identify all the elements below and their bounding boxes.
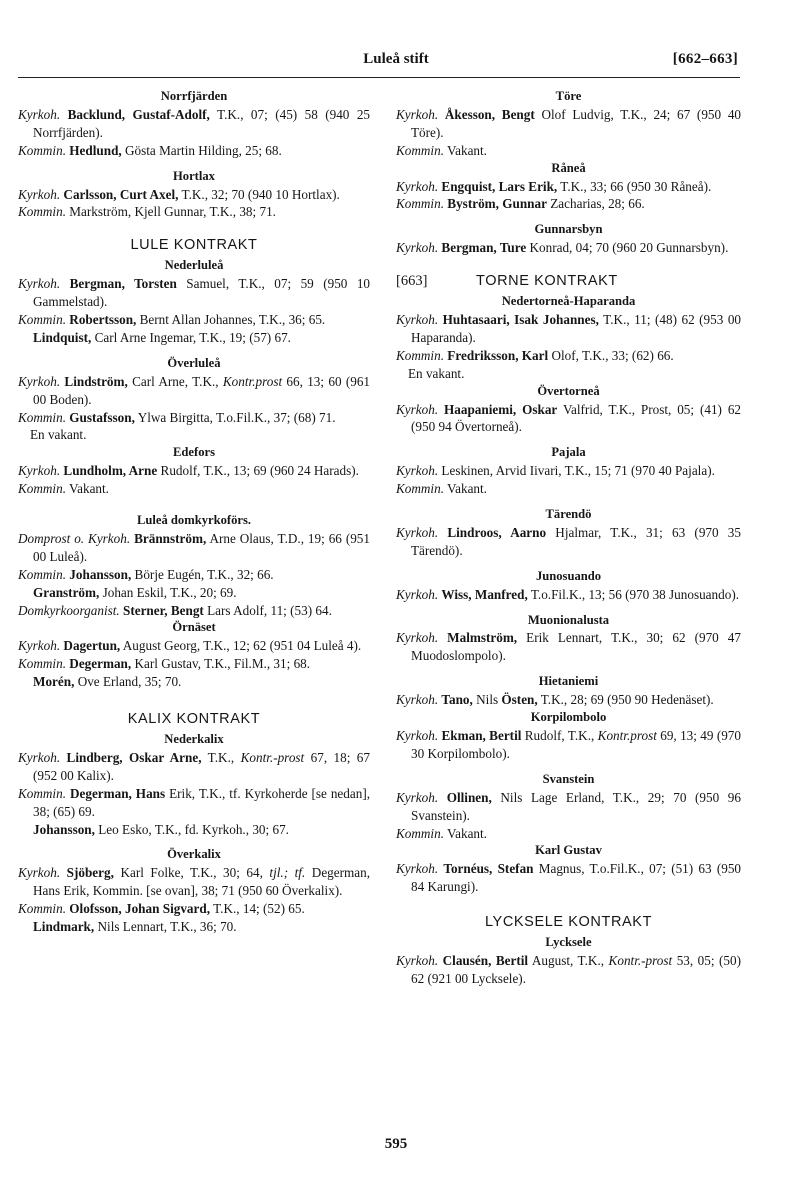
entry: [18, 673, 370, 691]
entry-role: Kyrkoh.: [396, 586, 439, 602]
entry-name: Engquist, Lars Erik,: [441, 178, 558, 194]
entry: [396, 691, 741, 709]
kontrakt-heading: KALIX KONTRAKT: [127, 711, 261, 728]
entry-details: Rudolf, T.K.,: [521, 728, 595, 743]
entry-name: Lundholm, Arne: [63, 463, 158, 479]
entry-details: Rudolf, T.K., 13; 69 (960 24 Harads).: [157, 463, 359, 479]
entry-details: August, T.K.,: [528, 952, 605, 968]
parish-heading: Överkalix: [167, 847, 221, 862]
entry-details: Karl Gustav, T.K., Fil.M., 31; 68.: [131, 656, 311, 672]
vacancy-note: En vakant.: [30, 427, 87, 443]
entry-details: Vakant.: [444, 825, 487, 841]
entry-name: Byström, Gunnar: [447, 196, 547, 212]
entry-details: Carl Arne Ingemar, T.K., 19; (57) 67.: [91, 329, 291, 345]
entry: [18, 918, 370, 936]
entry-details: Konrad, 04; 70 (960 20 Gunnarsbyn).: [526, 240, 729, 256]
entry-details: T.K., 11; (48) 62 (953 00 Haparanda).: [411, 311, 742, 345]
entry: [18, 900, 370, 918]
entry-details: Valfrid, T.K., Prost, 05; (41) 62 (950 94 Övertorneå).: [411, 401, 742, 435]
entry-role: Kommin.: [396, 347, 444, 363]
parish-heading: Hortlax: [173, 168, 215, 183]
entry: [18, 785, 370, 821]
parish-heading: Karl Gustav: [535, 843, 602, 858]
entry: [396, 311, 741, 347]
entry-role: Kommin.: [18, 481, 66, 497]
entry-details: Vakant.: [66, 481, 109, 497]
entry-role: Kommin.: [18, 142, 66, 158]
entry-details: 53, 05; (50) 62 (921 00 Lycksele).: [411, 952, 742, 986]
entry-role: Kyrkoh.: [18, 276, 61, 292]
entry-role: Kyrkoh.: [18, 463, 61, 479]
entry-role: Kyrkoh.: [18, 749, 61, 765]
entry-details: T.K., 32; 70 (940 10 Hortlax).: [178, 186, 340, 202]
entry-role: Domkyrkoorganist.: [18, 602, 120, 618]
entry-name: Morén,: [33, 674, 75, 690]
entry-name: Robertsson,: [69, 311, 137, 327]
entry-name: Sjöberg,: [66, 865, 114, 881]
entry-details: Markström, Kjell Gunnar, T.K., 38; 71.: [66, 204, 276, 220]
entry: [396, 860, 741, 896]
entry-name: Lindquist,: [33, 329, 92, 345]
kontrakt-heading: TORNE KONTRAKT: [476, 273, 618, 290]
right-column: [396, 88, 741, 988]
entry-details: T.K., 28; 69 (950 90 Hedenäset).: [537, 692, 714, 708]
entry-role: Kommin.: [396, 142, 444, 158]
entry-name: Bergman, Ture: [441, 240, 527, 256]
entry: [396, 586, 741, 604]
entry-details: Gösta Martin Hilding, 25; 68.: [121, 142, 282, 158]
entry-role: Kommin.: [396, 196, 444, 212]
entry-details: T.K., 07; (45) 58 (940 25 Norrfjärden).: [33, 106, 371, 140]
entry: [18, 329, 370, 347]
entry-details: Ove Erland, 35; 70.: [74, 674, 182, 690]
entry-role: Kyrkoh.: [396, 524, 439, 540]
parish-heading: Norrfjärden: [160, 89, 228, 103]
parish-heading: Nedertorneå-Haparanda: [501, 294, 636, 309]
entry-name: Ollinen,: [446, 789, 492, 805]
entry-role: Kyrkoh.: [18, 865, 61, 881]
entry: [396, 142, 741, 160]
kontrakt-heading-row: [396, 273, 741, 291]
entry-role: Kyrkoh.: [396, 728, 439, 743]
entry-name: Östen,: [498, 692, 538, 708]
parish-heading: Gunnarsbyn: [534, 222, 603, 237]
entry-name: Sterner, Bengt: [123, 602, 204, 618]
entry: [396, 401, 741, 437]
entry-details: Karl Folke, T.K., 30; 64,: [113, 865, 263, 881]
entry: [18, 311, 370, 329]
entry: [396, 952, 741, 988]
entry-role: Kyrkoh.: [396, 630, 439, 646]
entry-name: Wiss, Manfred,: [441, 586, 528, 602]
parish-heading: Örnäset: [172, 620, 216, 635]
entry-details: Zacharias, 28; 66.: [546, 196, 645, 212]
entry: [396, 106, 741, 142]
entry: [18, 602, 370, 620]
entry: [396, 239, 741, 257]
page-number: 595: [384, 1136, 408, 1152]
entry-name: Brännström,: [134, 530, 207, 546]
entry-role: Kyrkoh.: [18, 186, 61, 202]
entry: [396, 524, 741, 560]
entry: [18, 637, 370, 655]
entry-details: Vakant.: [444, 481, 487, 497]
entry-name: Carlsson, Curt Axel,: [63, 186, 179, 202]
entry-details: Leskinen, Arvid Iivari, T.K., 15; 71 (970 40 Pajala).: [438, 463, 715, 479]
entry-details: Bernt Allan Johannes, T.K., 36; 65.: [136, 311, 326, 327]
entry: [18, 655, 370, 673]
entry-title: Kontr.prost: [594, 728, 657, 743]
entry-name: Åkesson, Bengt: [444, 106, 535, 122]
entry-details: Magnus, T.o.Fil.K., 07; (51) 63 (950 84 Karungi).: [411, 861, 742, 895]
entry: [18, 142, 370, 160]
entry-role: Kyrkoh.: [18, 373, 61, 389]
entry-details: Börje Eugén, T.K., 32; 66.: [131, 566, 274, 582]
running-header-range: [662–663]: [672, 51, 738, 67]
entry: [396, 825, 741, 843]
entry-details: Nils Lage Erland, T.K., 29; 70 (950 96 Svanstein).: [411, 789, 741, 823]
parish-heading: Nederluleå: [164, 258, 224, 273]
entry-details: T.K.,: [201, 749, 235, 765]
entry: [396, 789, 741, 825]
entry: [396, 347, 741, 365]
parish-heading: Tärendö: [545, 507, 592, 522]
entry: [396, 727, 741, 763]
entry-name: Lindroos, Aarno: [447, 524, 547, 540]
kontrakt-heading: LULE KONTRAKT: [130, 237, 258, 254]
entry-details: T.K., 33; 66 (950 30 Råneå).: [557, 178, 712, 194]
entry-name: Lindberg, Oskar Arne,: [66, 749, 202, 765]
parish-heading: Nederkalix: [164, 732, 224, 746]
entry: [18, 186, 370, 204]
entry: [18, 821, 370, 839]
entry-role: Kommin.: [18, 656, 66, 672]
entry-role: Kommin.: [18, 785, 66, 801]
entry: [18, 409, 370, 427]
entry-name: Olofsson, Johan Sigvard,: [69, 901, 211, 917]
entry-details: Arne Olaus, T.D., 19; 66 (951 00 Luleå).: [33, 530, 370, 564]
section-number: [663]: [396, 273, 428, 290]
entry-details: T.K., 14; (52) 65.: [210, 901, 305, 917]
parish-heading: Muonionalusta: [527, 612, 610, 627]
entry-name: Hedlund,: [69, 142, 122, 158]
entry: [396, 629, 741, 665]
parish-heading: Junosuando: [535, 568, 602, 583]
kontrakt-heading: LYCKSELE KONTRAKT: [484, 914, 653, 931]
parish-heading: Svanstein: [542, 771, 595, 786]
entry: [396, 178, 741, 196]
entry-details: Olof, T.K., 33; (62) 66.: [548, 347, 674, 363]
entry-details: Hjalmar, T.K., 31; 63 (970 35 Tärendö).: [411, 524, 741, 558]
entry-name: Dagertun,: [63, 638, 121, 654]
entry-name: Johansson,: [33, 821, 95, 837]
entry: [18, 530, 370, 566]
entry: [18, 106, 370, 142]
entry-details: Erik, T.K., tf. Kyrkoherde [se nedan], 38; (65) 69.: [33, 785, 371, 819]
entry: [18, 373, 370, 409]
entry-details: Nils Lennart, T.K., 36; 70.: [94, 919, 237, 935]
entry-details: Erik Lennart, T.K., 30; 62 (970 47 Muodoslompolo).: [411, 630, 741, 664]
entry-role: Kyrkoh.: [396, 952, 439, 968]
entry-details: 66, 13; 60 (961 00 Boden).: [33, 373, 371, 407]
entry-role: Kyrkoh.: [396, 178, 439, 194]
entry: [18, 480, 370, 498]
parish-heading: Överluleå: [167, 355, 221, 370]
entry-details: 67, 18; 67 (952 00 Kalix).: [33, 749, 370, 783]
parish-heading: Töre: [555, 89, 582, 103]
entry-details: Olof Ludvig, T.K., 24; 67 (950 40 Töre).: [411, 106, 742, 140]
entry-role: Kyrkoh.: [396, 240, 439, 256]
parish-heading: Övertorneå: [537, 383, 600, 398]
entry-role: Kommin.: [18, 901, 66, 917]
entry-details: Ylwa Birgitta, T.o.Fil.K., 37; (68) 71.: [134, 409, 336, 425]
entry-details: Johan Eskil, T.K., 20; 69.: [99, 584, 237, 600]
entry-name: Fredriksson, Karl: [447, 347, 549, 363]
parish-heading: Råneå: [551, 160, 586, 175]
entry: [18, 275, 370, 311]
entry: [396, 480, 741, 498]
entry-details: Vakant.: [444, 142, 487, 158]
entry: [18, 566, 370, 584]
entry-name: Ekman, Bertil: [441, 728, 522, 743]
parish-heading: Lycksele: [545, 935, 592, 950]
parish-heading: Pajala: [551, 445, 586, 460]
entry-name: Tano,: [441, 692, 473, 708]
entry-role: Kommin.: [18, 409, 66, 425]
parish-heading: Edefors: [173, 445, 215, 460]
running-header-title: Luleå stift: [363, 51, 429, 67]
entry-title: Kontr.-prost: [234, 749, 305, 765]
entry-name: Lindmark,: [33, 919, 95, 935]
header-rule: [18, 77, 740, 78]
entry-role: Kyrkoh.: [18, 638, 61, 654]
entry-details: Samuel, T.K., 07; 59 (950 10 Gammelstad).: [33, 276, 371, 310]
entry-role: Kyrkoh.: [396, 311, 439, 327]
entry-role: Kyrkoh.: [396, 789, 439, 805]
entry: [396, 462, 741, 480]
entry: [18, 749, 370, 785]
entry-role: Kyrkoh.: [396, 106, 439, 122]
entry-name: Lindström,: [64, 373, 128, 389]
entry-name: Haapaniemi, Oskar: [444, 401, 558, 417]
entry-name: Backlund, Gustaf-Adolf,: [67, 106, 210, 122]
entry-role: Kommin.: [18, 204, 66, 220]
entry-role: Kommin.: [396, 481, 444, 497]
parish-heading: Korpilombolo: [530, 710, 607, 725]
entry-name: Gustafsson,: [69, 409, 135, 425]
entry-details: T.o.Fil.K., 13; 56 (970 38 Junosuando).: [527, 586, 740, 602]
entry-name: Degerman, Hans: [69, 785, 166, 801]
entry: [18, 864, 370, 900]
entry-name: Johansson,: [69, 566, 132, 582]
entry-role: Kyrkoh.: [396, 401, 439, 417]
entry-details: 69, 13; 49 (970 30 Korpilombolo).: [411, 728, 741, 761]
entry: [396, 195, 741, 213]
entry-role: Kyrkoh.: [396, 692, 439, 708]
entry-details: Nils: [472, 692, 499, 708]
parish-heading: Luleå domkyrkoförs.: [136, 513, 252, 528]
entry-name: Huhtasaari, Isak Johannes,: [442, 311, 599, 327]
entry-details: August Georg, T.K., 12; 62 (951 04 Luleå 4).: [120, 638, 362, 654]
entry-name: Tornéus, Stefan: [443, 861, 534, 877]
vacancy-note: En vakant.: [408, 365, 465, 381]
parish-heading: Hietaniemi: [538, 674, 599, 689]
entry-name: Malmström,: [447, 630, 518, 646]
entry-title: Kontr.prost: [218, 373, 283, 389]
entry: [18, 462, 370, 480]
entry-title: Kontr.-prost: [604, 952, 673, 968]
entry-role: Kommin.: [18, 566, 66, 582]
entry-role: Kyrkoh.: [396, 861, 439, 877]
entry-name: Degerman,: [69, 656, 132, 672]
entry-role: Domprost o. Kyrkoh.: [18, 530, 131, 546]
entry-name: Granström,: [33, 584, 100, 600]
entry: [18, 584, 370, 602]
entry-name: Clausén, Bertil: [442, 952, 529, 968]
entry-details: Degerman, Hans Erik, Kommin. [se ovan], 38; 71 (950 60 Överkalix).: [33, 865, 371, 899]
entry-role: Kommin.: [396, 825, 444, 841]
entry-role: Kommin.: [18, 311, 66, 327]
entry-name: Bergman, Torsten: [69, 276, 177, 292]
entry-role: Kyrkoh.: [18, 106, 61, 122]
entry-title: tjl.; tf.: [262, 865, 306, 881]
left-column: [18, 88, 370, 936]
entry-role: Kyrkoh.: [396, 463, 439, 479]
entry: [18, 203, 370, 221]
entry-details: Lars Adolf, 11; (53) 64.: [203, 602, 332, 618]
entry-details: Carl Arne, T.K.,: [127, 373, 219, 389]
entry-details: Leo Esko, T.K., fd. Kyrkoh., 30; 67.: [94, 821, 289, 837]
